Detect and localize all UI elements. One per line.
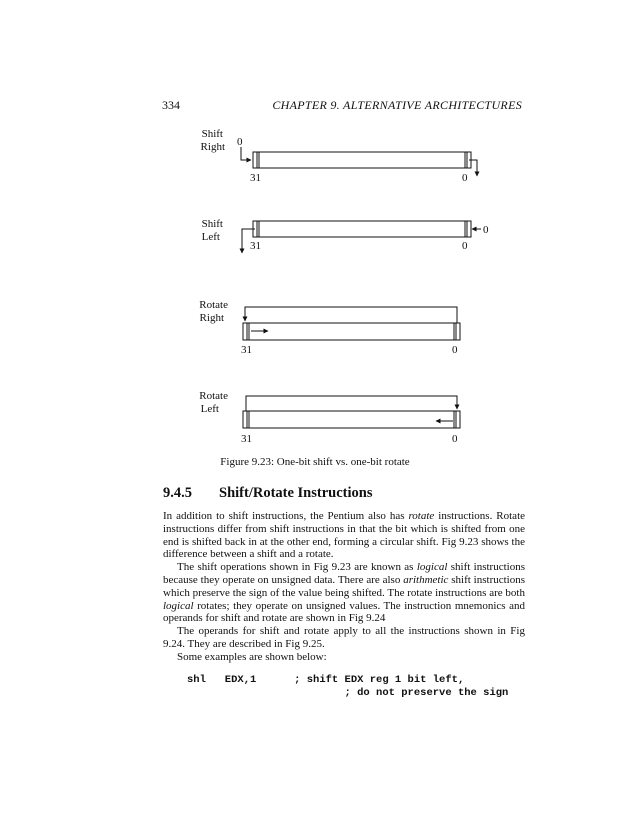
register-bar [253, 152, 471, 168]
section-heading [163, 485, 372, 502]
text-run: shift instructions which preserve the sign of the value being shifted. The rotate instructions are both [163, 573, 526, 599]
paragraph: Some examples are shown below: [177, 650, 327, 663]
text-run: instructions. Rotate instructions differ from shift instructions in that the bit which is shifted from one end is shifted back in at the other end, forming a circular shift. Fig 9.23 shows the difference between a shift and a rotate. [163, 510, 526, 561]
code-line: shl EDX,1 ; shift EDX reg 1 bit left, [187, 674, 465, 686]
body-text [163, 510, 525, 664]
code-line: ; do not preserve the sign [187, 686, 509, 699]
panel-label: Right [200, 141, 225, 153]
emphasis: rotate [408, 510, 435, 522]
text-run: In addition to shift instructions, the Pentium also has [163, 510, 409, 522]
shift-left-diagram [242, 221, 481, 253]
lsb-label: 0 [452, 344, 458, 356]
lsb-label: 0 [462, 240, 468, 252]
panel-label: Rotate [199, 390, 228, 402]
input-value-label: 0 [237, 136, 243, 148]
emphasis: arithmetic [403, 573, 449, 586]
section-number: 9.4.5 [163, 485, 192, 501]
text-run: shift instructions because they operate on unsigned data. There are also [163, 561, 525, 586]
paragraph [163, 510, 525, 561]
rotate-loop-arrow [246, 396, 457, 411]
paragraph: The operands for shift and rotate apply to all the instructions shown in Fig 9.24. They are described in Fig 9.25. [163, 625, 525, 650]
register-bar [253, 221, 471, 237]
rotate-right-diagram [243, 307, 460, 340]
page-number: 334 [162, 98, 180, 112]
panel-label: Shift [201, 128, 223, 140]
rotate-loop-arrow [245, 307, 457, 323]
lsb-label: 0 [452, 433, 458, 445]
text-run: The shift operations shown in Fig 9.23 are known as [177, 561, 417, 574]
register-bar [243, 411, 460, 428]
panel-label: Right [199, 312, 224, 324]
msb-label: 31 [241, 344, 252, 356]
panel-label: Rotate [199, 299, 228, 311]
running-head: CHAPTER 9. ALTERNATIVE ARCHITECTURES [272, 98, 522, 112]
figure-caption: Figure 9.23: One-bit shift vs. one-bit rotate [220, 456, 410, 468]
panel-label: Left [200, 403, 219, 415]
emphasis: logical [163, 599, 194, 612]
msb-label: 31 [250, 172, 261, 184]
section-title: Shift/Rotate Instructions [219, 485, 373, 501]
text-run: rotates; they operate on unsigned values. The instruction mnemonics and operands for shift and rotate are shown in Fig 9.24 [163, 599, 525, 625]
input-value-label: 0 [483, 224, 489, 236]
msb-label: 31 [241, 433, 252, 445]
register-bar [243, 323, 460, 340]
panel-label: Shift [201, 218, 223, 230]
msb-label: 31 [250, 240, 261, 252]
paragraph [163, 561, 525, 625]
panel-label: Left [201, 231, 220, 243]
rotate-left-diagram [243, 396, 460, 428]
lsb-label: 0 [462, 172, 468, 184]
emphasis: logical [416, 561, 448, 574]
shift-in-arrow [241, 147, 251, 160]
code-example [187, 674, 508, 699]
shift-right-diagram [241, 147, 477, 176]
